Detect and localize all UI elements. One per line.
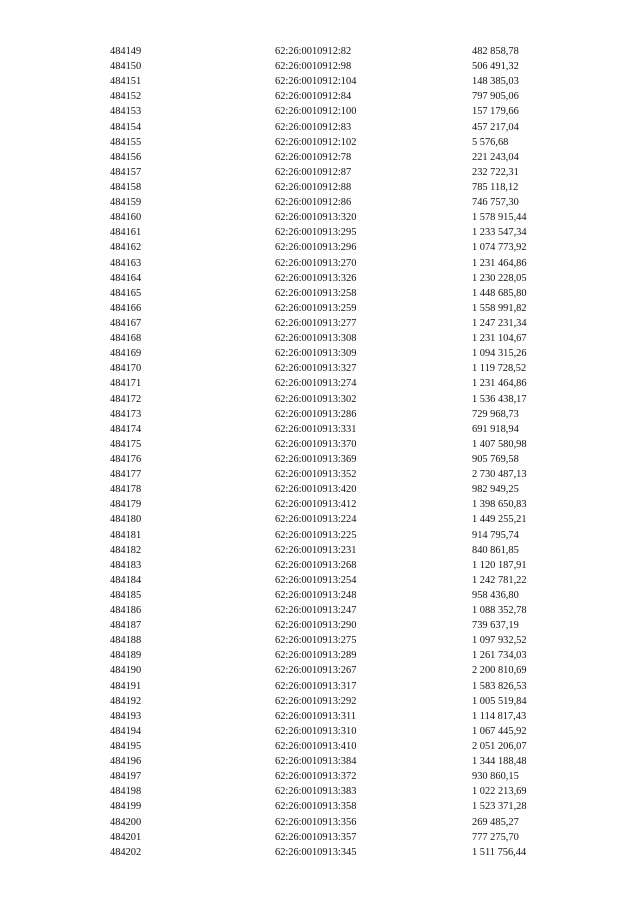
row-number: 484157 (110, 166, 142, 178)
row-number: 484162 (110, 242, 142, 254)
table-row (110, 104, 560, 119)
table-row (110, 74, 560, 89)
cadastral-number: 62:26:0010913:345 (275, 846, 357, 858)
row-number: 484150 (110, 61, 142, 73)
cadastral-number: 62:26:0010912:102 (275, 136, 357, 148)
row-number: 484163 (110, 257, 142, 269)
cadastral-number: 62:26:0010913:258 (275, 287, 357, 299)
cadastral-number: 62:26:0010913:357 (275, 831, 357, 843)
cadastral-value: 1 067 445,92 (472, 725, 527, 737)
row-number: 484164 (110, 272, 142, 284)
cadastral-number: 62:26:0010913:289 (275, 650, 357, 662)
row-number: 484182 (110, 544, 142, 556)
cadastral-number: 62:26:0010913:248 (275, 589, 357, 601)
cadastral-number: 62:26:0010913:326 (275, 272, 357, 284)
cadastral-number: 62:26:0010912:88 (275, 181, 352, 193)
table-row (110, 603, 560, 618)
cadastral-value: 1 398 650,83 (472, 499, 527, 511)
cadastral-number: 62:26:0010913:420 (275, 484, 357, 496)
row-number: 484165 (110, 287, 142, 299)
cadastral-number: 62:26:0010913:308 (275, 333, 357, 345)
cadastral-value: 232 722,31 (472, 166, 519, 178)
cadastral-value: 1 022 213,69 (472, 786, 527, 798)
row-number: 484153 (110, 106, 142, 118)
table-row (110, 588, 560, 603)
row-number: 484168 (110, 333, 142, 345)
cadastral-number: 62:26:0010913:369 (275, 453, 357, 465)
cadastral-number: 62:26:0010913:224 (275, 514, 357, 526)
cadastral-number: 62:26:0010913:352 (275, 469, 357, 481)
table-row (110, 799, 560, 814)
cadastral-number: 62:26:0010913:295 (275, 227, 357, 239)
row-number: 484178 (110, 484, 142, 496)
cadastral-number: 62:26:0010912:86 (275, 197, 352, 209)
table-row (110, 648, 560, 663)
table-row (110, 331, 560, 346)
row-number: 484169 (110, 348, 142, 360)
table-row (110, 663, 560, 678)
table-row (110, 225, 560, 240)
row-number: 484173 (110, 408, 142, 420)
row-number: 484191 (110, 680, 142, 692)
row-number: 484174 (110, 423, 142, 435)
cadastral-value: 457 217,04 (472, 121, 519, 133)
cadastral-value: 506 491,32 (472, 61, 519, 73)
row-number: 484176 (110, 453, 142, 465)
table-row (110, 784, 560, 799)
data-table (110, 44, 560, 860)
table-row (110, 724, 560, 739)
cadastral-number: 62:26:0010912:83 (275, 121, 352, 133)
row-number: 484151 (110, 76, 142, 88)
row-number: 484198 (110, 786, 142, 798)
cadastral-number: 62:26:0010913:317 (275, 680, 357, 692)
cadastral-number: 62:26:0010912:82 (275, 46, 352, 57)
row-number: 484166 (110, 302, 142, 314)
cadastral-value: 746 757,30 (472, 197, 519, 209)
table-row (110, 316, 560, 331)
cadastral-number: 62:26:0010913:320 (275, 212, 357, 224)
cadastral-value: 1 231 104,67 (472, 333, 527, 345)
cadastral-value: 982 949,25 (472, 484, 519, 496)
table-row (110, 845, 560, 860)
row-number: 484197 (110, 771, 142, 783)
table-row (110, 44, 560, 59)
table-row (110, 482, 560, 497)
table-row (110, 754, 560, 769)
cadastral-value: 157 179,66 (472, 106, 519, 118)
cadastral-number: 62:26:0010913:302 (275, 393, 357, 405)
row-number: 484202 (110, 846, 142, 858)
table-row (110, 301, 560, 316)
cadastral-number: 62:26:0010913:309 (275, 348, 357, 360)
cadastral-value: 958 436,80 (472, 589, 519, 601)
row-number: 484159 (110, 197, 142, 209)
table-row (110, 558, 560, 573)
cadastral-value: 1 005 519,84 (472, 695, 527, 707)
table-row (110, 679, 560, 694)
cadastral-number: 62:26:0010913:275 (275, 635, 357, 647)
cadastral-number: 62:26:0010913:358 (275, 801, 357, 813)
table-row (110, 271, 560, 286)
cadastral-value: 1 448 685,80 (472, 287, 527, 299)
table-row (110, 497, 560, 512)
table-row (110, 361, 560, 376)
cadastral-number: 62:26:0010913:270 (275, 257, 357, 269)
table-row (110, 633, 560, 648)
cadastral-value: 905 769,58 (472, 453, 519, 465)
cadastral-value: 1 231 464,86 (472, 378, 527, 390)
table-row (110, 543, 560, 558)
cadastral-value: 691 918,94 (472, 423, 519, 435)
cadastral-number: 62:26:0010913:311 (275, 710, 357, 722)
row-number: 484155 (110, 136, 142, 148)
cadastral-number: 62:26:0010913:331 (275, 423, 357, 435)
cadastral-number: 62:26:0010913:383 (275, 786, 357, 798)
row-number: 484196 (110, 756, 142, 768)
cadastral-value: 840 861,85 (472, 544, 519, 556)
table-row (110, 240, 560, 255)
cadastral-number: 62:26:0010913:247 (275, 605, 357, 617)
row-number: 484188 (110, 635, 142, 647)
cadastral-value: 785 118,12 (472, 181, 519, 193)
row-number: 484187 (110, 620, 142, 632)
table-row (110, 573, 560, 588)
cadastral-value: 1 449 255,21 (472, 514, 527, 526)
cadastral-value: 1 578 915,44 (472, 212, 527, 224)
cadastral-value: 1 344 188,48 (472, 756, 527, 768)
row-number: 484192 (110, 695, 142, 707)
row-number: 484183 (110, 559, 142, 571)
cadastral-number: 62:26:0010913:296 (275, 242, 357, 254)
cadastral-number: 62:26:0010913:410 (275, 741, 357, 753)
cadastral-value: 914 795,74 (472, 529, 519, 541)
cadastral-value: 1 233 547,34 (472, 227, 527, 239)
table-row (110, 376, 560, 391)
row-number: 484185 (110, 589, 142, 601)
cadastral-value: 777 275,70 (472, 831, 519, 843)
row-number: 484199 (110, 801, 142, 813)
row-number: 484190 (110, 665, 142, 677)
cadastral-value: 221 243,04 (472, 151, 519, 163)
cadastral-value: 1 558 991,82 (472, 302, 527, 314)
table-row (110, 392, 560, 407)
table-row (110, 346, 560, 361)
cadastral-number: 62:26:0010913:370 (275, 438, 357, 450)
table-row (110, 830, 560, 845)
row-number: 484184 (110, 574, 142, 586)
cadastral-number: 62:26:0010912:78 (275, 151, 352, 163)
cadastral-value: 1 261 734,03 (472, 650, 527, 662)
cadastral-value: 5 576,68 (472, 136, 509, 148)
cadastral-value: 269 485,27 (472, 816, 519, 828)
cadastral-number: 62:26:0010913:225 (275, 529, 357, 541)
cadastral-number: 62:26:0010913:259 (275, 302, 357, 314)
cadastral-value: 1 074 773,92 (472, 242, 527, 254)
row-number: 484181 (110, 529, 142, 541)
table-row (110, 120, 560, 135)
cadastral-value: 797 905,06 (472, 91, 519, 103)
cadastral-number: 62:26:0010913:310 (275, 725, 357, 737)
cadastral-number: 62:26:0010912:104 (275, 76, 357, 88)
cadastral-value: 1 094 315,26 (472, 348, 527, 360)
table-row (110, 437, 560, 452)
table-row (110, 210, 560, 225)
cadastral-value: 1 242 781,22 (472, 574, 527, 586)
row-number: 484156 (110, 151, 142, 163)
row-number: 484161 (110, 227, 142, 239)
cadastral-value: 148 385,03 (472, 76, 519, 88)
cadastral-number: 62:26:0010913:274 (275, 378, 357, 390)
cadastral-value: 1 120 187,91 (472, 559, 527, 571)
row-number: 484149 (110, 46, 142, 57)
row-number: 484194 (110, 725, 142, 737)
cadastral-value: 482 858,78 (472, 46, 519, 57)
row-number: 484158 (110, 181, 142, 193)
cadastral-value: 1 583 826,53 (472, 680, 527, 692)
row-number: 484154 (110, 121, 142, 133)
cadastral-number: 62:26:0010913:412 (275, 499, 357, 511)
cadastral-value: 1 097 932,52 (472, 635, 527, 647)
cadastral-number: 62:26:0010913:292 (275, 695, 357, 707)
cadastral-number: 62:26:0010912:98 (275, 61, 352, 73)
row-number: 484175 (110, 438, 142, 450)
cadastral-value: 1 088 352,78 (472, 605, 527, 617)
cadastral-number: 62:26:0010913:268 (275, 559, 357, 571)
cadastral-number: 62:26:0010912:100 (275, 106, 357, 118)
table-row (110, 422, 560, 437)
cadastral-number: 62:26:0010912:84 (275, 91, 352, 103)
cadastral-number: 62:26:0010913:267 (275, 665, 357, 677)
table-row (110, 286, 560, 301)
row-number: 484200 (110, 816, 142, 828)
table-row (110, 59, 560, 74)
table-row (110, 769, 560, 784)
cadastral-number: 62:26:0010913:231 (275, 544, 357, 556)
table-row (110, 739, 560, 754)
row-number: 484160 (110, 212, 142, 224)
row-number: 484180 (110, 514, 142, 526)
cadastral-value: 1 247 231,34 (472, 317, 527, 329)
row-number: 484170 (110, 363, 142, 375)
cadastral-number: 62:26:0010913:286 (275, 408, 357, 420)
table-row (110, 528, 560, 543)
cadastral-value: 1 119 728,52 (472, 363, 527, 375)
table-row (110, 165, 560, 180)
cadastral-value: 729 968,73 (472, 408, 519, 420)
cadastral-number: 62:26:0010913:327 (275, 363, 357, 375)
table-row (110, 452, 560, 467)
cadastral-value: 1 114 817,43 (472, 710, 527, 722)
row-number: 484171 (110, 378, 142, 390)
cadastral-number: 62:26:0010912:87 (275, 166, 352, 178)
table-row (110, 709, 560, 724)
cadastral-value: 739 637,19 (472, 620, 519, 632)
table-row (110, 815, 560, 830)
table-row (110, 407, 560, 422)
cadastral-value: 1 523 371,28 (472, 801, 527, 813)
cadastral-number: 62:26:0010913:277 (275, 317, 357, 329)
cadastral-value: 2 730 487,13 (472, 469, 527, 481)
table-row (110, 467, 560, 482)
table-row (110, 512, 560, 527)
cadastral-number: 62:26:0010913:356 (275, 816, 357, 828)
row-number: 484152 (110, 91, 142, 103)
cadastral-number: 62:26:0010913:384 (275, 756, 357, 768)
row-number: 484177 (110, 469, 142, 481)
row-number: 484167 (110, 317, 142, 329)
cadastral-value: 1 511 756,44 (472, 846, 527, 858)
cadastral-value: 2 200 810,69 (472, 665, 527, 677)
row-number: 484193 (110, 710, 142, 722)
table-row (110, 150, 560, 165)
table-row (110, 135, 560, 150)
cadastral-value: 1 536 438,17 (472, 393, 527, 405)
row-number: 484189 (110, 650, 142, 662)
cadastral-number: 62:26:0010913:372 (275, 771, 357, 783)
row-number: 484195 (110, 741, 142, 753)
row-number: 484179 (110, 499, 142, 511)
cadastral-value: 2 051 206,07 (472, 741, 527, 753)
table-row (110, 89, 560, 104)
cadastral-value: 1 230 228,05 (472, 272, 527, 284)
table-row (110, 195, 560, 210)
cadastral-number: 62:26:0010913:254 (275, 574, 357, 586)
row-number: 484172 (110, 393, 142, 405)
row-number: 484186 (110, 605, 142, 617)
row-number: 484201 (110, 831, 142, 843)
table-row (110, 694, 560, 709)
cadastral-value: 930 860,15 (472, 771, 519, 783)
table-row (110, 618, 560, 633)
cadastral-value: 1 407 580,98 (472, 438, 527, 450)
cadastral-value: 1 231 464,86 (472, 257, 527, 269)
table-row (110, 256, 560, 271)
cadastral-number: 62:26:0010913:290 (275, 620, 357, 632)
table-row (110, 180, 560, 195)
